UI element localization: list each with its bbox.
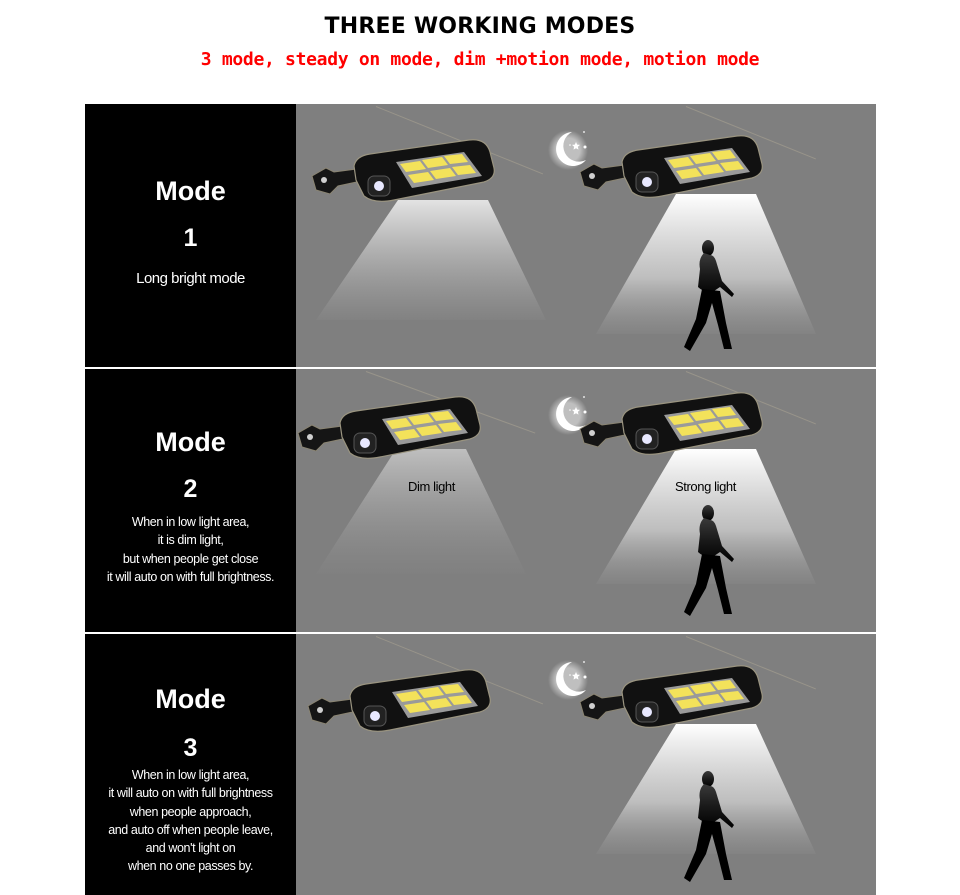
light-beam-bright: [316, 200, 546, 320]
mode-2-panel: [85, 369, 876, 632]
solar-lamp-icon: [572, 664, 772, 744]
mode-1-number: 1: [183, 224, 198, 252]
mode-2-heading: Mode: [155, 427, 226, 457]
solar-lamp-icon: [572, 134, 772, 214]
mode-3-scene: [296, 634, 876, 895]
mode-1-description: Long bright mode: [136, 270, 245, 287]
solar-lamp-icon: [300, 668, 500, 748]
mode-2-number: 2: [183, 475, 198, 503]
mode-3-number: 3: [183, 734, 198, 762]
walking-person-icon: [680, 504, 740, 619]
page-title: THREE WORKING MODES: [324, 14, 636, 39]
mode-3-description: When in low light area, it will auto on with full brightness when people approach, and auto off when people leave, and won't light on when no one passes by.: [108, 768, 273, 874]
solar-lamp-icon: [304, 138, 504, 218]
solar-lamp-icon: [296, 395, 490, 475]
mode-2-label-box: [85, 369, 296, 632]
solar-lamp-icon: [572, 391, 772, 471]
walking-person-icon: [680, 239, 740, 354]
mode-1-scene: [296, 104, 876, 367]
dim-light-label: Dim light: [408, 479, 455, 494]
mode-3-label-box: [85, 634, 296, 895]
mode-3-heading: Mode: [155, 684, 226, 714]
mode-2-scene: [296, 369, 876, 632]
mode-1-panel: [85, 104, 876, 367]
mode-3-panel: [85, 634, 876, 895]
mode-1-label-box: [85, 104, 296, 367]
mode-2-description: When in low light area, it is dim light, but when people get close it will auto on with full brightness.: [106, 515, 275, 584]
strong-light-label: Strong light: [675, 479, 736, 494]
mode-1-heading: Mode: [155, 176, 226, 206]
walking-person-icon: [680, 770, 740, 885]
page-subtitle: 3 mode, steady on mode, dim +motion mode, motion mode: [200, 49, 760, 70]
